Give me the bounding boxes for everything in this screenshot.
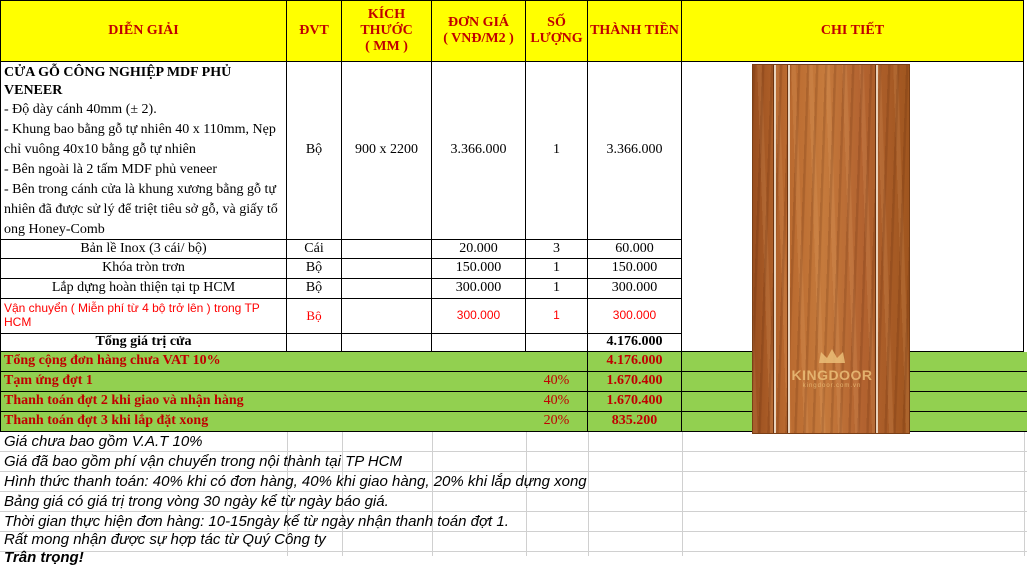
summary-row-pct [526, 352, 588, 372]
summary-row-label [0, 392, 526, 412]
table-row-price [432, 299, 526, 334]
summary-row-amount [588, 372, 682, 392]
header-detail [682, 0, 1024, 62]
header-size [342, 0, 432, 62]
table-row-amount [588, 279, 682, 299]
item-amount: 300.000 [612, 308, 657, 323]
summary-amount: 1.670.400 [606, 373, 663, 389]
summary-label: Thanh toán đợt 2 khi giao và nhận hàng [4, 393, 244, 409]
item-unit: Bộ [305, 260, 323, 276]
header-price-line2: ( VNĐ/M2 ) [443, 31, 514, 46]
main-item-title: CỬA GỖ CÔNG NGHIỆP MDF PHỦ VENEER [4, 65, 232, 98]
table-row-qty [526, 299, 588, 334]
sheet-gridline [526, 432, 527, 556]
summary-pct: 20% [543, 413, 570, 429]
item-amount: 60.000 [615, 240, 654, 256]
summary-pct: 40% [543, 373, 570, 389]
table-row-size [342, 240, 432, 259]
main-item-price [432, 62, 526, 240]
total-door-label [0, 334, 287, 352]
main-item-line: - Bên trong cánh cửa là khung xương bằng gỗ tự nhiên đã được sử lý để triệt tiêu sở gỗ, và giấy tổ ong Honey-Comb [4, 182, 278, 237]
table-row-desc [0, 259, 287, 279]
total-door-qty [526, 334, 588, 352]
header-unit-label: ĐVT [299, 22, 329, 38]
summary-amount: 4.176.000 [606, 353, 663, 369]
item-amount: 150.000 [611, 260, 658, 276]
main-item-amount-value: 3.366.000 [606, 142, 663, 158]
item-unit: Bộ [305, 280, 323, 296]
total-door-value: 4.176.000 [606, 334, 663, 350]
table-row-price [432, 259, 526, 279]
total-door-unit [287, 334, 342, 352]
table-row-size [342, 259, 432, 279]
main-item-size-value: 900 x 2200 [355, 142, 418, 158]
summary-label: Thanh toán đợt 3 khi lắp đặt xong [4, 413, 209, 429]
item-price: 300.000 [455, 280, 502, 296]
header-desc [0, 0, 287, 62]
item-qty: 1 [553, 260, 560, 276]
logo-brand: KINGDOOR [791, 367, 873, 383]
table-row-unit [287, 279, 342, 299]
total-door-amount [588, 334, 682, 352]
note-line: Thời gian thực hiện đơn hàng: 10-15ngày kể từ ngày nhận thanh toán đợt 1. [4, 513, 509, 530]
summary-row-label [0, 412, 526, 432]
table-row-amount [588, 299, 682, 334]
note-line: Rất mong nhận được sự hợp tác từ Quý Công ty [4, 531, 326, 548]
sheet-gridline [432, 432, 433, 556]
table-row-qty [526, 240, 588, 259]
sheet-gridline [0, 491, 1027, 492]
sheet-gridline [0, 451, 1027, 452]
item-unit: Cái [304, 240, 324, 256]
summary-row-pct [526, 412, 588, 432]
door-image [752, 64, 910, 434]
item-price: 150.000 [455, 260, 502, 276]
summary-pct: 40% [543, 393, 570, 409]
table-row-amount [588, 240, 682, 259]
item-qty: 1 [553, 280, 560, 296]
table-row-price [432, 240, 526, 259]
item-qty: 3 [553, 240, 560, 256]
main-item-unit-value: Bộ [305, 142, 323, 158]
main-item-qty-value: 1 [553, 142, 560, 158]
table-row-price [432, 279, 526, 299]
header-desc-label: DIỄN GIẢI [108, 22, 179, 38]
main-item-line: - Bên ngoài là 2 tấm MDF phủ veneer [4, 162, 218, 177]
item-qty: 1 [553, 308, 560, 323]
header-price [432, 0, 526, 62]
note-line: Bảng giá có giá trị trong vòng 30 ngày kể từ ngày báo giá. [4, 493, 389, 510]
main-item-desc [0, 62, 287, 240]
summary-label: Tạm ứng đợt 1 [4, 373, 93, 389]
item-desc: Lắp dựng hoàn thiện tại tp HCM [51, 280, 236, 296]
summary-row-label [0, 372, 526, 392]
summary-row-label [0, 352, 526, 372]
total-door-size [342, 334, 432, 352]
summary-row-amount [588, 352, 682, 372]
header-detail-label: CHI TIẾT [820, 22, 885, 38]
table-row-desc [0, 279, 287, 299]
summary-row-pct [526, 392, 588, 412]
note-line: Trân trọng! [4, 549, 84, 566]
item-unit: Bộ [306, 307, 322, 323]
logo-sub: kingdoor.com.vn [802, 383, 862, 389]
main-item-line: - Khung bao bằng gỗ tự nhiên 40 x 110mm, Nẹp chỉ vuông 40x10 bằng gỗ tự nhiên [4, 122, 276, 157]
header-price-line1: ĐƠN GIÁ [447, 14, 510, 30]
table-row-size [342, 279, 432, 299]
sheet-gridline [588, 432, 589, 556]
item-price: 300.000 [456, 308, 501, 323]
item-desc: Bản lề Inox (3 cái/ bộ) [80, 240, 207, 256]
sheet-gridline [1024, 432, 1025, 556]
main-item-size [342, 62, 432, 240]
table-row-amount [588, 259, 682, 279]
table-row-qty [526, 259, 588, 279]
summary-label: Tổng cộng đơn hàng chưa VAT 10% [4, 353, 221, 369]
main-item-qty [526, 62, 588, 240]
table-row-qty [526, 279, 588, 299]
sheet-gridline [0, 551, 1027, 552]
table-row-desc [0, 299, 287, 334]
crown-icon [817, 347, 847, 365]
table-row-size [342, 299, 432, 334]
main-item-amount [588, 62, 682, 240]
header-size-line1: KÍCH [367, 6, 406, 22]
summary-amount: 835.200 [611, 413, 658, 429]
table-row-desc [0, 240, 287, 259]
summary-amount: 1.670.400 [606, 393, 663, 409]
summary-row-pct [526, 372, 588, 392]
header-amount [588, 0, 682, 62]
main-item-line: - Độ dày cánh 40mm (± 2). [4, 102, 157, 117]
header-qty-line2: LƯỢNG [530, 31, 583, 46]
summary-row-amount [588, 392, 682, 412]
table-row-unit [287, 259, 342, 279]
main-item-unit [287, 62, 342, 240]
total-door-text: Tổng giá trị cửa [95, 334, 192, 350]
header-qty-line1: SỐ [547, 14, 566, 30]
sheet-gridline [0, 511, 1027, 512]
note-line: Hình thức thanh toán: 40% khi có đơn hàng, 40% khi giao hàng, 20% khi lắp dựng xong [4, 473, 587, 490]
item-price: 20.000 [459, 240, 498, 256]
sheet-gridline [0, 471, 1027, 472]
table-row-unit [287, 240, 342, 259]
header-size-line3: ( MM ) [365, 39, 408, 55]
item-amount: 300.000 [611, 280, 658, 296]
note-line: Giá chưa bao gồm V.A.T 10% [4, 433, 203, 450]
sheet-gridline [682, 432, 683, 556]
note-line: Giá đã bao gồm phí vận chuyển trong nội thành tại TP HCM [4, 453, 403, 470]
total-door-price [432, 334, 526, 352]
kingdoor-logo [767, 347, 897, 389]
summary-row-amount [588, 412, 682, 432]
table-row-unit [287, 299, 342, 334]
header-unit [287, 0, 342, 62]
header-amount-label: THÀNH TIỀN [590, 22, 679, 38]
item-desc: Vận chuyển ( Miễn phí từ 4 bộ trở lên ) trong TP HCM [4, 301, 260, 329]
item-desc: Khóa tròn trơn [102, 260, 185, 276]
main-item-price-value: 3.366.000 [450, 142, 507, 158]
header-size-line2: THƯỚC [360, 22, 413, 38]
header-qty [526, 0, 588, 62]
